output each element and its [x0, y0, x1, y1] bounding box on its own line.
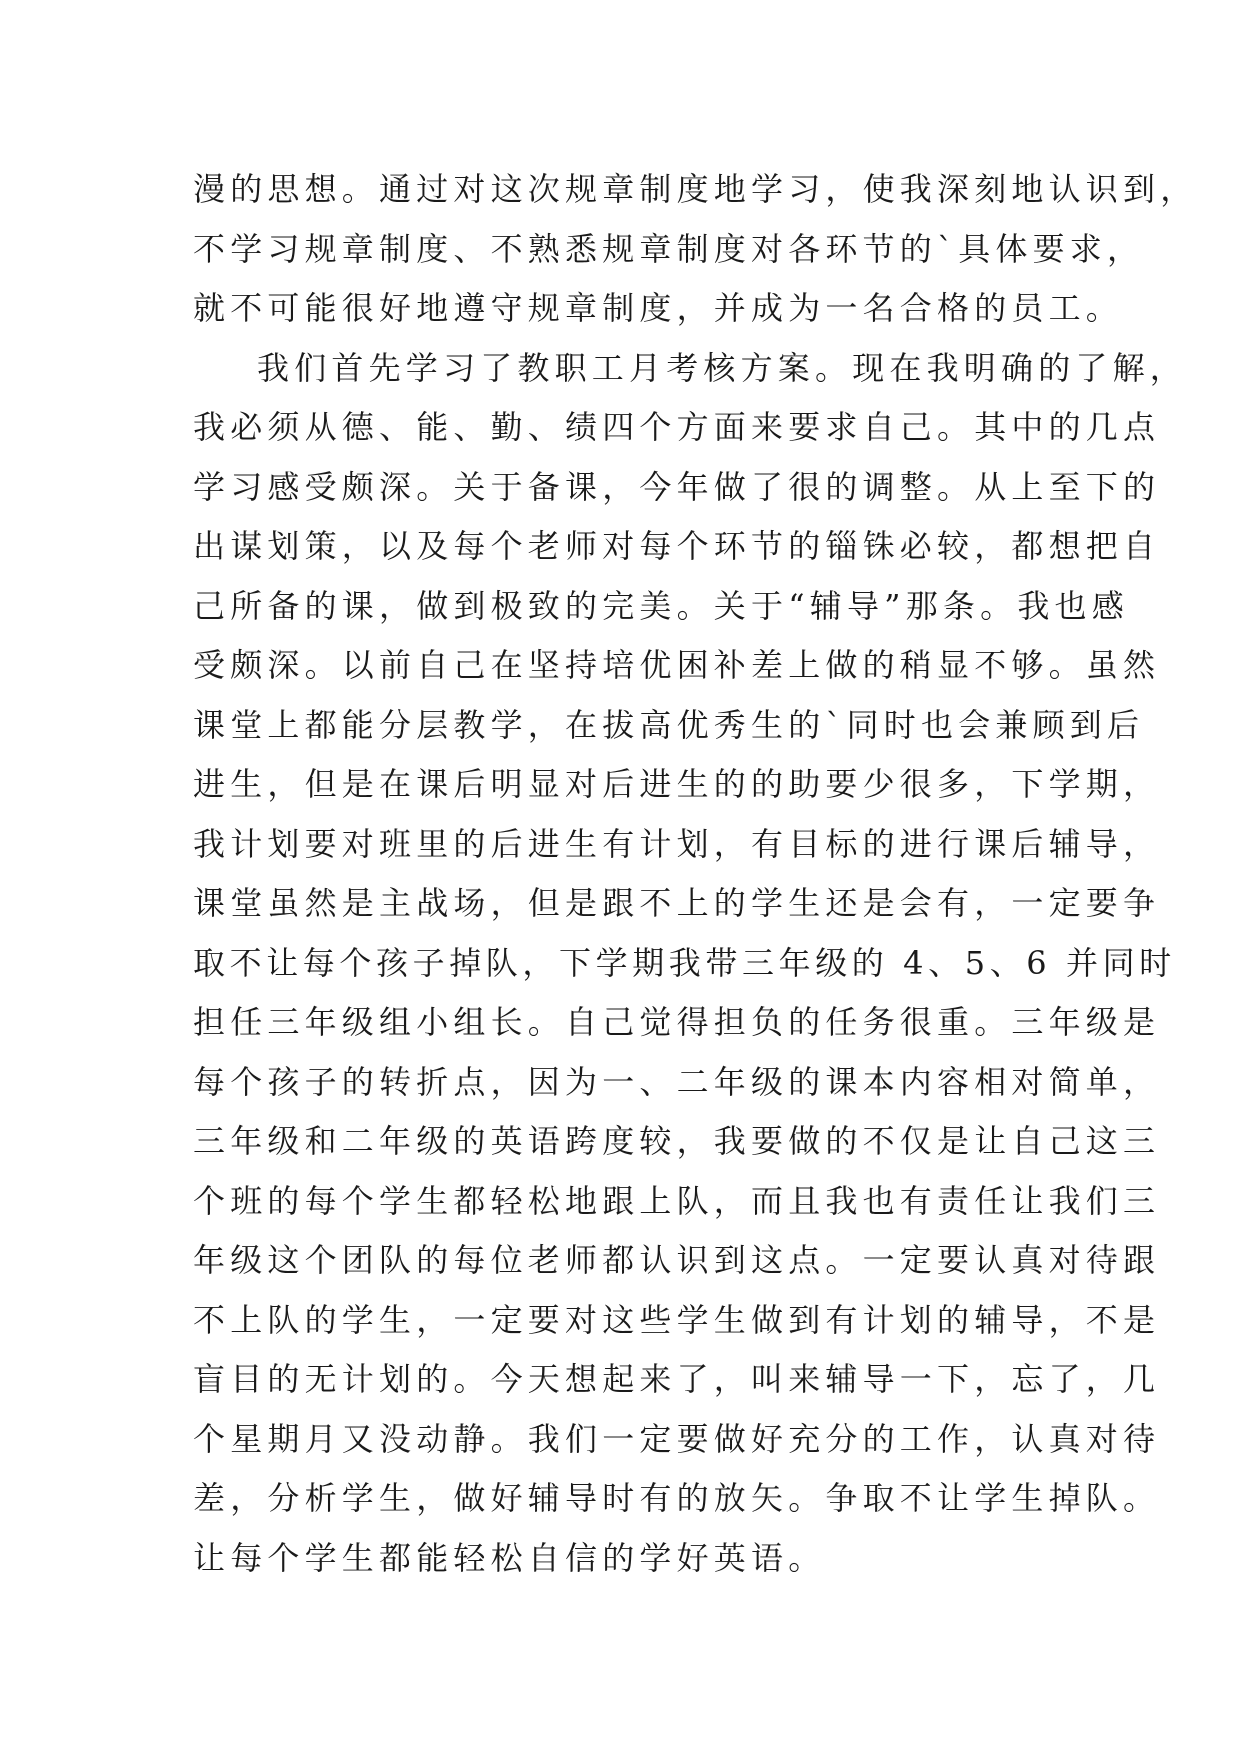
- text-line: 不上队的学生，一定要对这些学生做到有计划的辅导，不是: [193, 1300, 1161, 1339]
- text-line: 差，分析学生，做好辅导时有的放矢。争取不让学生掉队。: [193, 1479, 1161, 1517]
- text-line: 课堂上都能分层教学，在拔高优秀生的`同时也会兼顾到后: [193, 705, 1145, 744]
- paragraph-first-line: 我们首先学习了教职工月考核方案。现在我明确的了解，: [257, 348, 1188, 387]
- text-line: 出谋划策，以及每个老师对每个环节的锱铢必较，都想把自: [193, 527, 1161, 565]
- text-line: 课堂虽然是主战场，但是跟不上的学生还是会有，一定要争: [193, 884, 1161, 922]
- text-line: 个星期月又没动静。我们一定要做好充分的工作，认真对待: [193, 1419, 1161, 1458]
- text-line: 让每个学生都能轻松自信的学好英语。: [193, 1538, 826, 1577]
- text-line: 进生，但是在课后明显对后进生的的助要少很多，下学期，: [193, 765, 1161, 803]
- text-line: 我计划要对班里的后进生有计划，有目标的进行课后辅导，: [193, 824, 1161, 863]
- text-line: 受颇深。以前自己在坚持培优困补差上做的稍显不够。虽然: [193, 646, 1161, 684]
- text-line: 我必须从德、能、勤、绩四个方面来要求自己。其中的几点: [193, 408, 1161, 446]
- text-line: 个班的每个学生都轻松地跟上队，而且我也有责任让我们三: [193, 1181, 1161, 1220]
- text-line: 就不可能很好地遵守规章制度，并成为一名合格的员工。: [193, 289, 1124, 327]
- body-text: [193, 160, 1198, 1588]
- text-line: 学习感受颇深。关于备课，今年做了很的调整。从上至下的: [193, 467, 1161, 506]
- text-line: 担任三年级组小组长。自己觉得担负的任务很重。三年级是: [193, 1003, 1161, 1041]
- text-line: 漫的思想。通过对这次规章制度地学习，使我深刻地认识到，: [193, 170, 1198, 208]
- text-line: 取不让每个孩子掉队，下学期我带三年级的 4、5、6 并同时: [193, 943, 1176, 982]
- text-line: 年级这个团队的每位老师都认识到这点。一定要认真对待跟: [193, 1241, 1161, 1279]
- text-line: 每个孩子的转折点，因为一、二年级的课本内容相对简单，: [193, 1062, 1161, 1101]
- text-line: 三年级和二年级的英语跨度较，我要做的不仅是让自己这三: [193, 1122, 1161, 1160]
- text-line: 盲目的无计划的。今天想起来了，叫来辅导一下，忘了，几: [193, 1360, 1161, 1398]
- text-line: 己所备的课，做到极致的完美。关于“辅导”那条。我也感: [193, 586, 1129, 625]
- text-line: 不学习规章制度、不熟悉规章制度对各环节的`具体要求，: [193, 229, 1145, 268]
